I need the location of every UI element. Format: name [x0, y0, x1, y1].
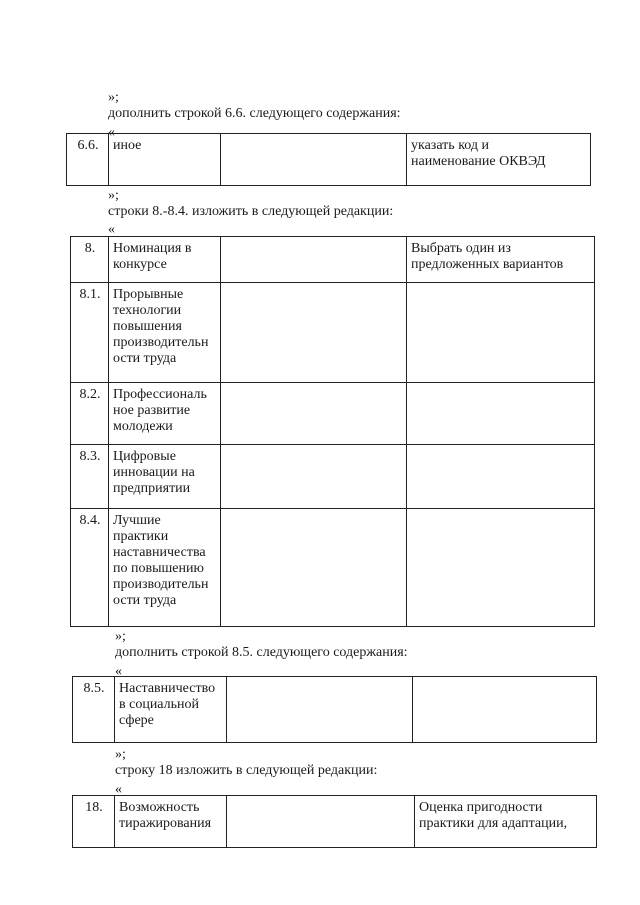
row-note: [407, 509, 595, 627]
table-row: [73, 796, 597, 848]
table-row: [71, 445, 595, 509]
table-row-18: [72, 795, 597, 848]
row-number: 8.4.: [71, 509, 109, 627]
instruction-text: дополнить строкой 8.5. следующего содержания:: [115, 645, 408, 660]
table-row: [71, 509, 595, 627]
row-number: 18.: [73, 796, 115, 848]
row-note: указать код и наименование ОКВЭД: [407, 134, 591, 186]
closing-quote: »;: [108, 90, 119, 105]
row-note: [407, 445, 595, 509]
opening-quote: «: [115, 782, 122, 797]
row-note: Выбрать один из предложенных вариантов: [407, 237, 595, 283]
row-note: Оценка пригодности практики для адаптации,: [415, 796, 597, 848]
row-value: [221, 237, 407, 283]
row-name: Профессиональ ное развитие молодежи: [109, 383, 221, 445]
table-row: [71, 383, 595, 445]
row-number: 8.1.: [71, 283, 109, 383]
row-value: [221, 134, 407, 186]
closing-quote: »;: [115, 747, 126, 762]
row-value: [227, 677, 413, 743]
opening-quote: «: [108, 125, 115, 140]
row-number: 8.: [71, 237, 109, 283]
row-value: [221, 445, 407, 509]
row-name: Лучшие практики наставничества по повышению производительн ости труда: [109, 509, 221, 627]
row-number: 6.6.: [67, 134, 109, 186]
row-number: 8.5.: [73, 677, 115, 743]
closing-quote: »;: [108, 188, 119, 203]
table-row: [71, 237, 595, 283]
row-name: Возможность тиражирования: [115, 796, 227, 848]
instruction-text: строки 8.-8.4. изложить в следующей редакции:: [108, 204, 394, 219]
row-note: [407, 283, 595, 383]
row-name: Наставничество в социальной сфере: [115, 677, 227, 743]
table-row: [73, 677, 597, 743]
table-row-6-6: [66, 133, 591, 186]
opening-quote: «: [115, 664, 122, 679]
row-name: Цифровые инновации на предприятии: [109, 445, 221, 509]
row-value: [227, 796, 415, 848]
row-note: [407, 383, 595, 445]
table-row: [71, 283, 595, 383]
row-number: 8.3.: [71, 445, 109, 509]
row-value: [221, 383, 407, 445]
row-name: Прорывные технологии повышения производительн ости труда: [109, 283, 221, 383]
table-row: [67, 134, 591, 186]
closing-quote: »;: [115, 629, 126, 644]
table-rows-8: [70, 236, 595, 627]
row-name: иное: [109, 134, 221, 186]
instruction-text: дополнить строкой 6.6. следующего содержания:: [108, 106, 401, 121]
row-number: 8.2.: [71, 383, 109, 445]
row-value: [221, 283, 407, 383]
table-row-8-5: [72, 676, 597, 743]
row-name: Номинация в конкурсе: [109, 237, 221, 283]
row-value: [221, 509, 407, 627]
row-note: [413, 677, 597, 743]
opening-quote: «: [108, 222, 115, 237]
instruction-text: строку 18 изложить в следующей редакции:: [115, 763, 378, 778]
